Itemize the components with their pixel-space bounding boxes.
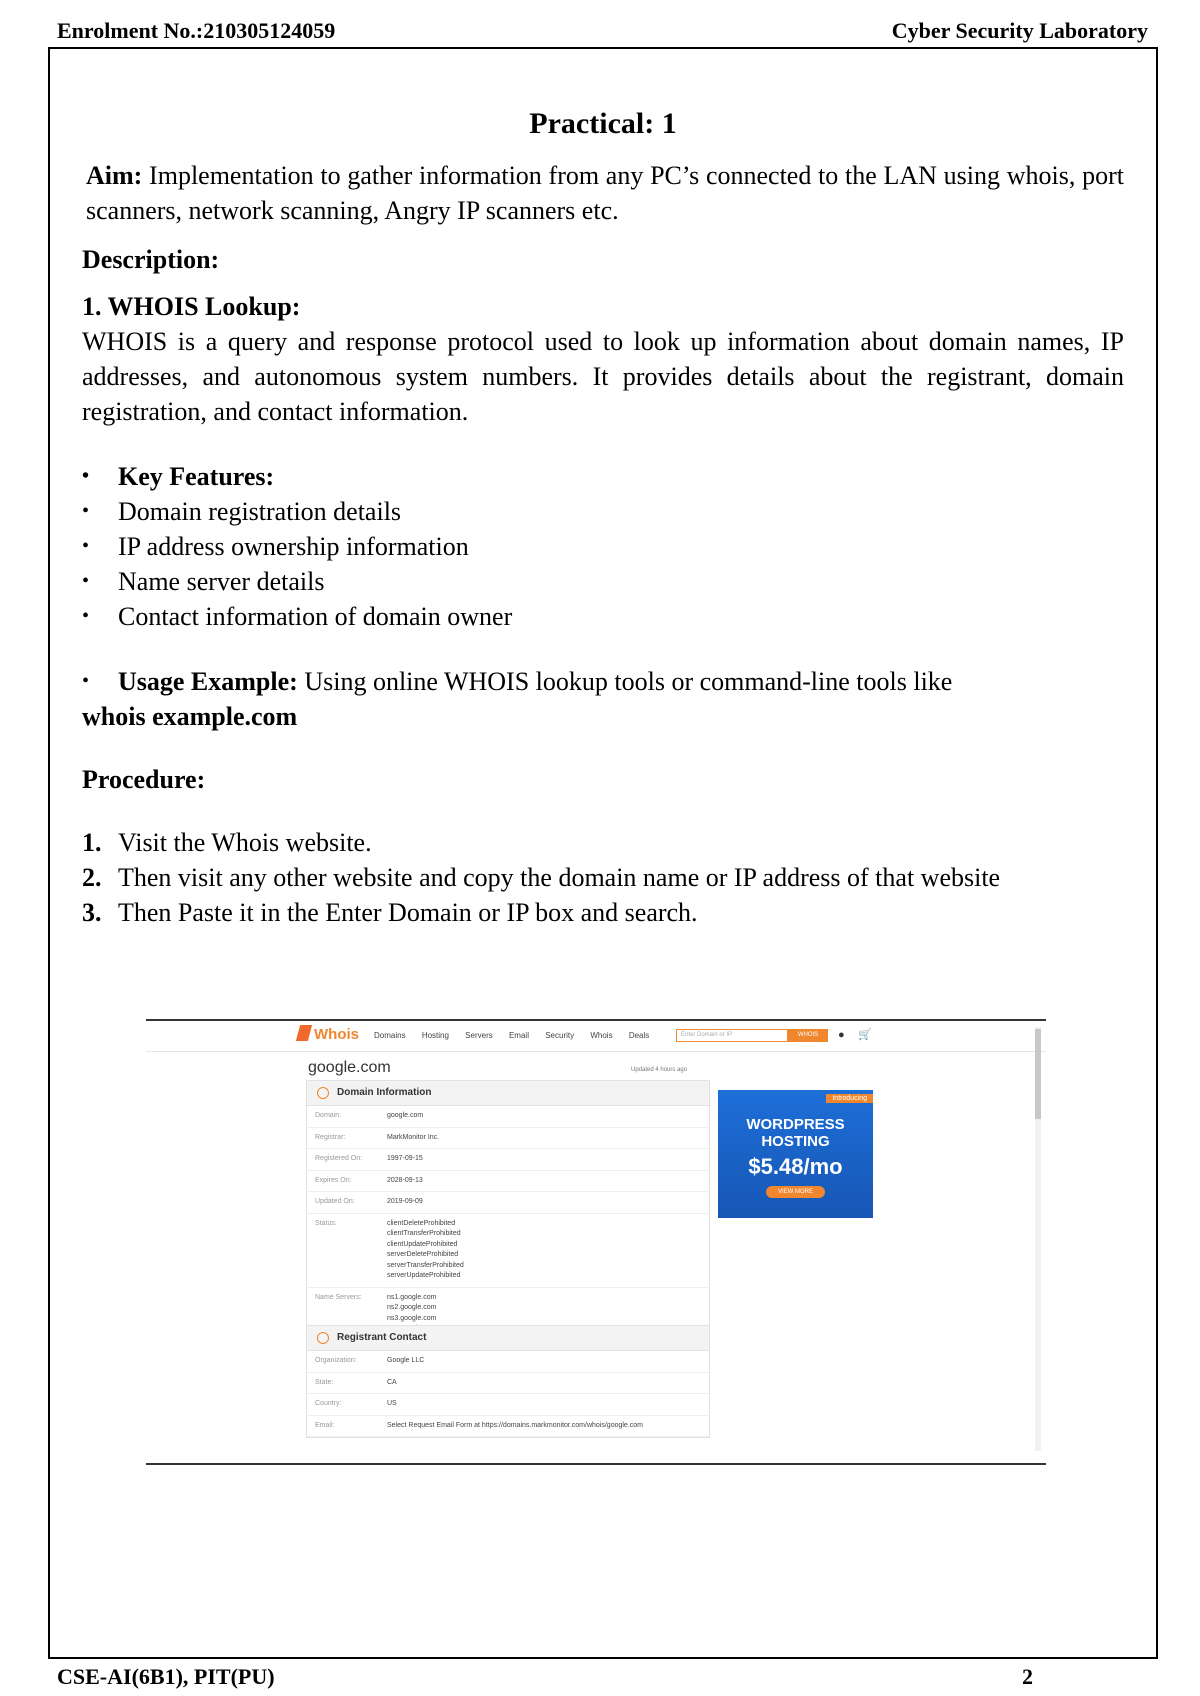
table-row bbox=[307, 1373, 709, 1395]
step-number: 2. bbox=[82, 863, 102, 892]
domain-search-input[interactable]: Enter Domain or IP bbox=[676, 1029, 788, 1042]
page-number: 2 bbox=[1022, 1664, 1033, 1689]
whois-screenshot bbox=[146, 1019, 1046, 1465]
usage-label: Usage Example: bbox=[118, 667, 298, 696]
enrolment-number: Enrolment No.:210305124059 bbox=[57, 18, 336, 43]
step-text: Then visit any other website and copy the domain name or IP address of that website bbox=[118, 863, 1001, 892]
table-row bbox=[307, 1171, 709, 1193]
row-label: Updated On: bbox=[315, 1198, 355, 1205]
practical-title: Practical: 1 bbox=[529, 107, 677, 140]
row-value: MarkMonitor Inc. bbox=[387, 1133, 440, 1141]
row-value: US bbox=[387, 1400, 397, 1407]
row-value: 2028-09-13 bbox=[387, 1176, 423, 1184]
list-item: • Contact information of domain owner bbox=[82, 599, 1124, 634]
procedure-heading: Procedure: bbox=[82, 765, 206, 794]
scrollbar-thumb[interactable] bbox=[1035, 1029, 1041, 1119]
procedure-step bbox=[82, 895, 1124, 930]
footer-class-info: CSE-AI(6B1), PIT(PU) bbox=[57, 1664, 275, 1689]
ad-badge: Introducing bbox=[826, 1094, 873, 1103]
domain-information-card bbox=[306, 1080, 710, 1342]
aim-paragraph bbox=[86, 158, 1124, 228]
table-row bbox=[307, 1214, 709, 1288]
whois-navbar bbox=[146, 1021, 1046, 1052]
table-row bbox=[307, 1416, 709, 1438]
looked-up-domain: google.com bbox=[308, 1059, 391, 1076]
list-item: • IP address ownership information bbox=[82, 529, 1124, 564]
row-value: clientDeleteProhibited clientTransferProhibited clientUpdateProhibited serverDeleteProhibited serverTransferProhibited serverUpdateProhibited bbox=[387, 1219, 464, 1279]
row-label: Expires On: bbox=[315, 1176, 352, 1184]
step-number: 1. bbox=[82, 828, 102, 857]
registrant-contact-header bbox=[307, 1326, 709, 1351]
lab-title: Cyber Security Laboratory bbox=[891, 18, 1148, 43]
row-label: Name Servers: bbox=[315, 1293, 362, 1301]
whois-logo-text: Whois bbox=[314, 1026, 359, 1043]
table-row bbox=[307, 1192, 709, 1214]
whois-search-button[interactable]: WHOIS bbox=[788, 1029, 828, 1042]
row-label: Country: bbox=[315, 1400, 342, 1407]
table-row bbox=[307, 1351, 709, 1373]
ad-price: $5.48/mo bbox=[748, 1154, 843, 1179]
registrant-contact-title: Registrant Contact bbox=[337, 1332, 427, 1343]
row-value: 2019-09-09 bbox=[387, 1198, 423, 1205]
usage-list bbox=[82, 664, 1124, 699]
table-row bbox=[307, 1394, 709, 1416]
aim-label: Aim: bbox=[86, 161, 143, 190]
domain-information-title: Domain Information bbox=[337, 1087, 432, 1098]
row-label: Email: bbox=[315, 1421, 335, 1429]
cart-icon[interactable]: 🛒 bbox=[858, 1029, 872, 1041]
nav-deals[interactable]: Deals bbox=[628, 1031, 650, 1040]
features-heading: • Key Features: bbox=[82, 459, 1124, 494]
nav-servers[interactable]: Servers bbox=[465, 1031, 493, 1040]
row-value: google.com bbox=[387, 1112, 424, 1119]
usage-command: whois example.com bbox=[82, 702, 298, 731]
row-value: CA bbox=[387, 1378, 397, 1386]
step-text: Then Paste it in the Enter Domain or IP box and search. bbox=[118, 898, 698, 927]
nav-domains[interactable]: Domains bbox=[374, 1031, 406, 1040]
nav-whois[interactable]: Whois bbox=[590, 1031, 613, 1040]
step-text: Visit the Whois website. bbox=[118, 828, 372, 857]
person-icon bbox=[317, 1332, 329, 1344]
row-label: Organization: bbox=[315, 1357, 357, 1364]
ad-heading: WORDPRESS HOSTING bbox=[746, 1116, 845, 1150]
row-label: Registrar: bbox=[315, 1133, 346, 1141]
updated-status: Updated 4 hours ago bbox=[631, 1067, 688, 1073]
table-row bbox=[307, 1106, 709, 1128]
globe-icon bbox=[317, 1087, 329, 1099]
registrant-contact-card bbox=[306, 1325, 710, 1438]
row-label: Status: bbox=[315, 1219, 337, 1227]
nav-security[interactable]: Security bbox=[545, 1031, 575, 1040]
procedure-list bbox=[82, 825, 1124, 930]
whois-logo-icon bbox=[296, 1025, 312, 1041]
row-value: 1997-09-15 bbox=[387, 1155, 423, 1162]
row-label: State: bbox=[315, 1378, 334, 1386]
user-icon[interactable]: ● bbox=[838, 1029, 845, 1041]
domain-information-header bbox=[307, 1081, 709, 1106]
nav-hosting[interactable]: Hosting bbox=[421, 1031, 449, 1040]
table-row bbox=[307, 1128, 709, 1150]
features-list bbox=[82, 459, 1124, 634]
whois-paragraph: WHOIS is a query and response protocol used to look up information about domain names, IP addresses, and autonomous system numbers. It provides details about the registrant, domain registration, and contact information. bbox=[82, 327, 1124, 426]
page-content bbox=[82, 104, 1124, 930]
row-value: Google LLC bbox=[387, 1357, 425, 1364]
step-number: 3. bbox=[82, 898, 102, 927]
whois-logo[interactable] bbox=[298, 1025, 359, 1043]
description-heading: Description: bbox=[82, 245, 220, 274]
procedure-step bbox=[82, 860, 1124, 895]
table-row bbox=[307, 1149, 709, 1171]
row-label: Registered On: bbox=[315, 1155, 363, 1162]
list-item: • Domain registration details bbox=[82, 494, 1124, 529]
nav-email[interactable]: Email bbox=[508, 1031, 529, 1040]
row-value: ns1.google.com ns2.google.com ns3.google.com bbox=[387, 1293, 437, 1322]
usage-item bbox=[82, 664, 1124, 699]
usage-text: Using online WHOIS lookup tools or command-line tools like bbox=[297, 667, 953, 696]
procedure-step bbox=[82, 825, 1124, 860]
row-label: Domain: bbox=[315, 1112, 342, 1119]
whois-heading: 1. WHOIS Lookup: bbox=[82, 292, 301, 321]
aim-text: Implementation to gather information from any PC’s connected to the LAN using whois, port scanners, network scanning, Angry IP scanners etc. bbox=[86, 161, 1124, 225]
view-more-button[interactable]: VIEW MORE bbox=[766, 1186, 825, 1198]
row-value: Select Request Email Form at https://domains.markmonitor.com/whois/google.com bbox=[387, 1421, 643, 1429]
list-item: • Name server details bbox=[82, 564, 1124, 599]
whois-nav-links bbox=[374, 1031, 663, 1040]
wordpress-hosting-ad[interactable] bbox=[718, 1090, 873, 1218]
